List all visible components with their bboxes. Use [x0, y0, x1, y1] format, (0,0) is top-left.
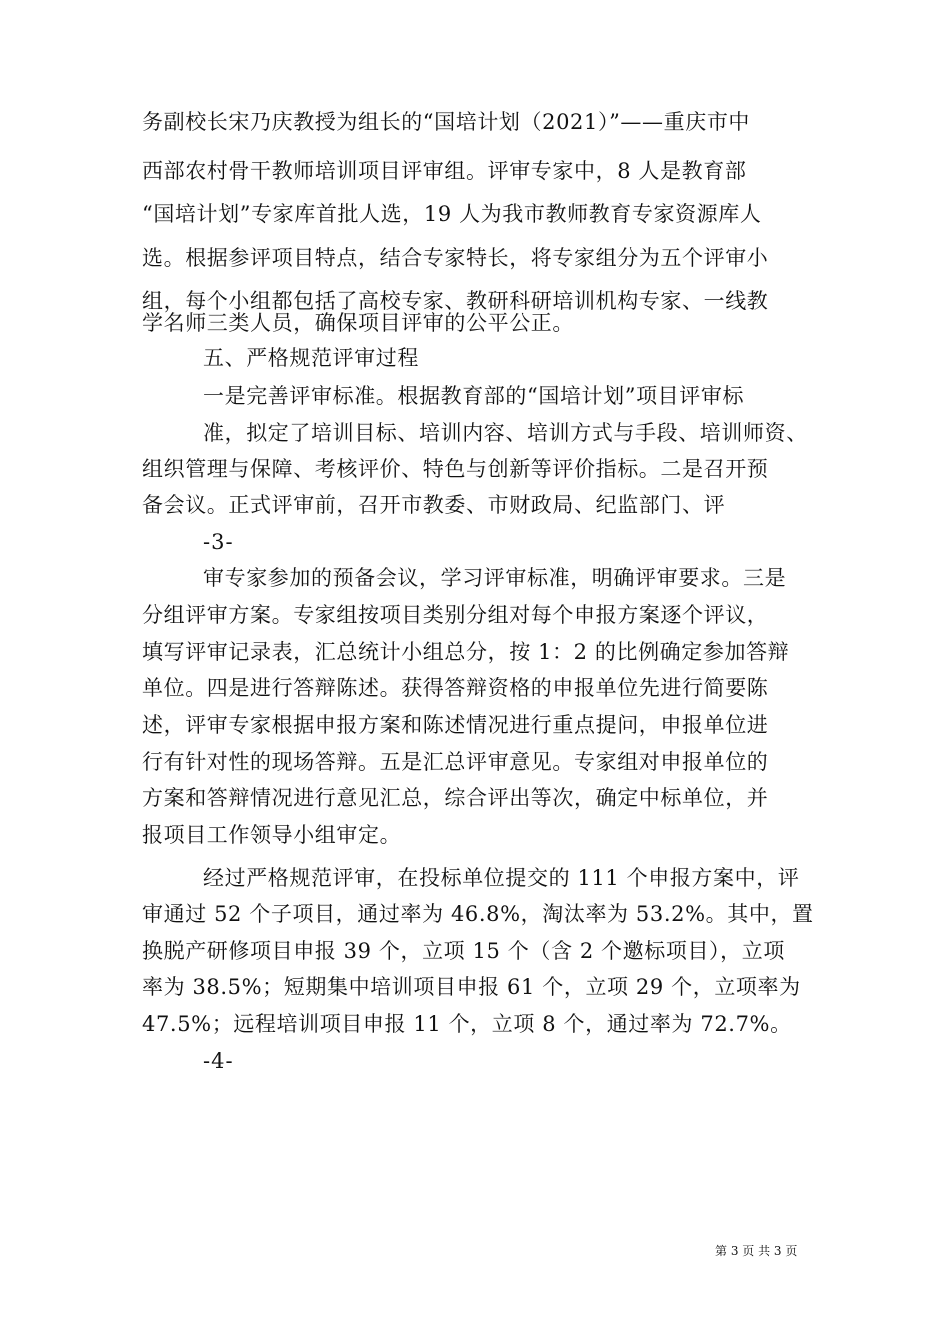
paragraph-line: 分组评审方案。专家组按项目类别分组对每个申报方案逐个评议，: [142, 603, 769, 627]
paragraph-line: 单位。四是进行答辩陈述。获得答辩资格的申报单位先进行简要陈: [142, 676, 769, 700]
paragraph-line: 换脱产研修项目申报 39 个，立项 15 个（含 2 个邀标项目），立项: [142, 939, 785, 963]
paragraph-line: “国培计划”专家库首批人选，19 人为我市教师教育专家资源库人: [142, 202, 762, 226]
paragraph-line: 西部农村骨干教师培训项目评审组。评审专家中，8 人是教育部: [142, 159, 747, 183]
paragraph-line: 率为 38.5%；短期集中培训项目申报 61 个，立项 29 个，立项率为: [142, 975, 801, 999]
paragraph-line: 报项目工作领导小组审定。: [142, 823, 402, 847]
page-number: -3-: [203, 530, 234, 554]
paragraph-line: 审通过 52 个子项目，通过率为 46.8%，淘汰率为 53.2%。其中，置: [142, 902, 814, 926]
paragraph-line: 务副校长宋乃庆教授为组长的“国培计划（2021）”——重庆市中: [142, 110, 751, 134]
paragraph-line: 经过严格规范评审，在投标单位提交的 111 个申报方案中，评: [203, 866, 800, 890]
paragraph-line: 准，拟定了培训目标、培训内容、培训方式与手段、培训师资、: [203, 421, 808, 445]
paragraph-line: 行有针对性的现场答辩。五是汇总评审意见。专家组对申报单位的: [142, 750, 769, 774]
page-footer: 第 3 页 共 3 页: [715, 1244, 798, 1258]
paragraph-line: 学名师三类人员，确保项目评审的公平公正。: [142, 311, 574, 335]
paragraph-line: 备会议。正式评审前，召开市教委、市财政局、纪监部门、评: [142, 493, 726, 517]
section-heading: 五、严格规范评审过程: [203, 346, 419, 370]
paragraph-line: 审专家参加的预备会议，学习评审标准，明确评审要求。三是: [203, 566, 787, 590]
paragraph-line: 组织管理与保障、考核评价、特色与创新等评价指标。二是召开预: [142, 457, 769, 481]
paragraph-line: 47.5%；远程培训项目申报 11 个，立项 8 个，通过率为 72.7%。: [142, 1012, 792, 1036]
paragraph-line: 填写评审记录表，汇总统计小组总分，按 1：2 的比例确定参加答辩: [142, 640, 790, 664]
paragraph-line: 方案和答辩情况进行意见汇总，综合评出等次，确定中标单位，并: [142, 786, 769, 810]
page-number: -4-: [203, 1049, 234, 1073]
paragraph-line: 选。根据参评项目特点，结合专家特长，将专家组分为五个评审小: [142, 246, 769, 270]
paragraph-line: 述，评审专家根据申报方案和陈述情况进行重点提问，申报单位进: [142, 713, 769, 737]
paragraph-line: 一是完善评审标准。根据教育部的“国培计划”项目评审标: [203, 384, 745, 408]
paragraph-line: 组，每个小组都包括了高校专家、教研科研培训机构专家、一线教: [142, 289, 769, 313]
